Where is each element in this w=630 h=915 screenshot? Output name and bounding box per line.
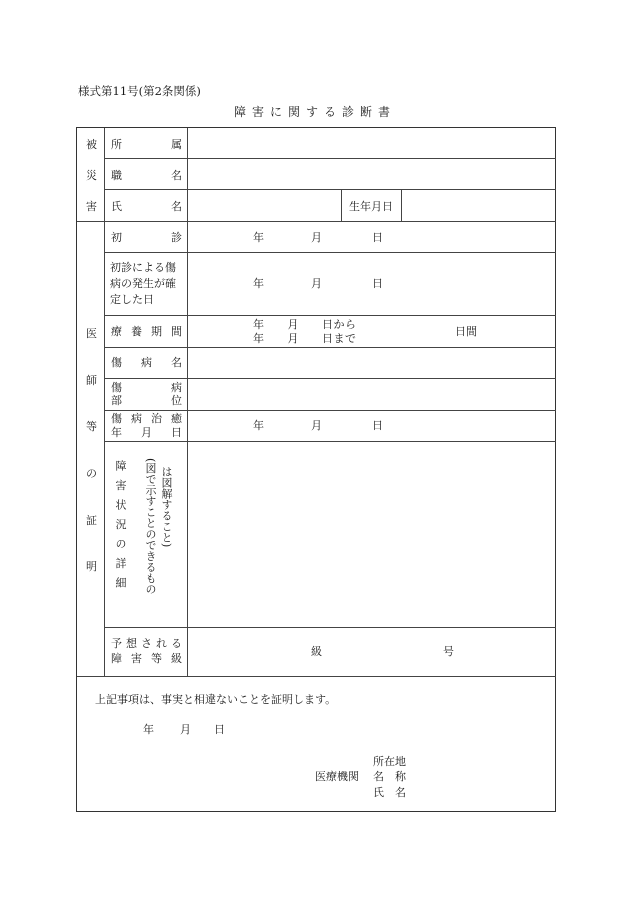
cure-month: 月 bbox=[311, 419, 322, 432]
affiliation-label: 所 属 bbox=[111, 138, 182, 151]
cert-day: 日 bbox=[214, 723, 225, 736]
victim-group-char-3: 害 bbox=[86, 200, 97, 213]
doctor-group-char-4: の bbox=[86, 467, 97, 480]
confirmed-year: 年 bbox=[253, 277, 264, 290]
cure-year: 年 bbox=[253, 419, 264, 432]
grade-label: 級 bbox=[311, 645, 322, 658]
position-label: 職 名 bbox=[111, 169, 182, 182]
treatment-days-label: 日間 bbox=[455, 325, 477, 338]
disease-name-label: 傷 病 名 bbox=[111, 356, 182, 369]
affiliation-field[interactable] bbox=[189, 129, 555, 157]
disease-part-label-1: 傷 病 bbox=[111, 381, 182, 394]
first-visit-year: 年 bbox=[253, 231, 264, 244]
address-label: 所在地 bbox=[373, 755, 406, 768]
treatment-from: 年 月 日から bbox=[253, 318, 357, 331]
victim-group-char-2: 災 bbox=[86, 169, 97, 182]
org-name-label: 名 称 bbox=[373, 770, 406, 783]
disability-details-label: 障害状況の詳細 bbox=[114, 460, 127, 597]
position-field[interactable] bbox=[189, 160, 555, 188]
confirmed-day: 日 bbox=[372, 277, 383, 290]
doctor-group-char-1: 医 bbox=[86, 327, 97, 340]
person-name-label: 氏 名 bbox=[373, 786, 406, 799]
doctor-group-char-2: 師 bbox=[86, 374, 97, 387]
document-title: 障害に関する診断書 bbox=[233, 105, 396, 119]
cure-day: 日 bbox=[372, 419, 383, 432]
cert-month: 月 bbox=[180, 723, 191, 736]
disability-note-2: は図解すること) bbox=[160, 466, 173, 548]
disability-note-1: (図で示すことのできるもの bbox=[144, 458, 157, 595]
first-visit-label: 初 診 bbox=[111, 231, 182, 244]
institution-label: 医療機関 bbox=[315, 770, 359, 783]
doctor-group-char-3: 等 bbox=[86, 420, 97, 433]
expected-grade-label-1: 予 想 さ れ る bbox=[111, 637, 182, 650]
confirmed-month: 月 bbox=[311, 277, 322, 290]
expected-grade-label-2: 障 害 等 級 bbox=[111, 652, 182, 665]
certificate-form-table bbox=[76, 127, 556, 812]
dob-label: 生年月日 bbox=[349, 200, 393, 213]
victim-group-char-1: 被 bbox=[86, 138, 97, 151]
disease-part-field[interactable] bbox=[189, 379, 555, 409]
certification-statement: 上記事項は、事実と相違ないことを証明します。 bbox=[95, 693, 337, 706]
disease-part-label-2: 部 位 bbox=[111, 394, 182, 407]
dob-field[interactable] bbox=[403, 191, 555, 219]
cure-date-label-1: 傷 病 治 癒 bbox=[111, 412, 182, 425]
first-visit-month: 月 bbox=[311, 231, 322, 244]
cure-date-label-2: 年 月 日 bbox=[111, 426, 182, 439]
disease-name-field[interactable] bbox=[189, 348, 555, 377]
cert-year: 年 bbox=[143, 723, 154, 736]
treatment-period-label: 療 養 期 間 bbox=[111, 325, 182, 338]
form-number-label: 様式第11号(第2条関係) bbox=[78, 84, 201, 98]
disability-details-field[interactable] bbox=[189, 443, 555, 626]
treatment-to: 年 月 日まで bbox=[253, 332, 357, 345]
first-visit-day: 日 bbox=[372, 231, 383, 244]
number-label: 号 bbox=[443, 645, 454, 658]
name-field[interactable] bbox=[189, 191, 339, 219]
name-label: 氏 名 bbox=[111, 200, 182, 213]
doctor-group-char-5: 証 bbox=[86, 514, 97, 527]
doctor-group-char-6: 明 bbox=[86, 560, 97, 573]
confirmed-date-label: 初診による傷病の発生が確定した日 bbox=[110, 261, 176, 306]
